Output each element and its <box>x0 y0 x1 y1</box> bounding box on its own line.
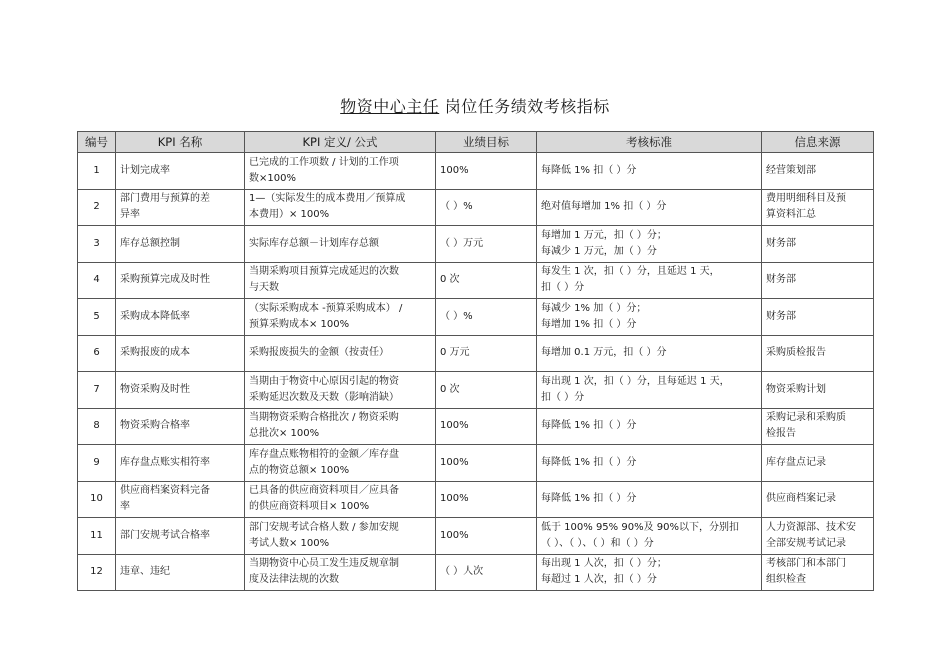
cell-kpi-definition: 已具备的供应商资料项目／应具备 的供应商资料项目× 100% <box>245 481 436 518</box>
cell-standard: 每增加 1 万元，扣（ ）分； 每减少 1 万元，加（ ）分 <box>537 226 762 263</box>
cell-kpi-name: 库存盘点账实相符率 <box>116 445 245 482</box>
cell-kpi-definition: 库存盘点账物相符的金额／库存盘 点的物资总额× 100% <box>245 445 436 482</box>
cell-kpi-name: 物资采购合格率 <box>116 408 245 445</box>
cell-target: （ ）% <box>436 189 537 226</box>
cell-kpi-definition: 部门安规考试合格人数 / 参加安规 考试人数× 100% <box>245 518 436 555</box>
table-row <box>78 408 874 445</box>
cell-kpi-name: 采购成本降低率 <box>116 299 245 336</box>
cell-target: 100% <box>436 153 537 190</box>
cell-no: 9 <box>78 445 116 482</box>
cell-kpi-definition: 已完成的工作项数 / 计划的工作项 数×100% <box>245 153 436 190</box>
cell-kpi-definition: （实际采购成本 -预算采购成本） / 预算采购成本× 100% <box>245 299 436 336</box>
cell-kpi-name: 物资采购及时性 <box>116 372 245 409</box>
cell-kpi-name: 计划完成率 <box>116 153 245 190</box>
cell-target: 0 次 <box>436 372 537 409</box>
cell-source: 费用明细科目及预 算资料汇总 <box>762 189 874 226</box>
cell-standard: 低于 100% 95% 90%及 90%以下，分别扣 （ ）、（ ）、（ ）和（ ）分 <box>537 518 762 555</box>
table-row <box>78 335 874 372</box>
table-row <box>78 518 874 555</box>
cell-kpi-definition: 实际库存总额－计划库存总额 <box>245 226 436 263</box>
header-row <box>78 132 874 153</box>
cell-standard: 每增加 0.1 万元，扣（ ）分 <box>537 335 762 372</box>
cell-target: （ ）% <box>436 299 537 336</box>
cell-kpi-definition: 当期物资采购合格批次 / 物资采购 总批次× 100% <box>245 408 436 445</box>
table-row <box>78 372 874 409</box>
table-row <box>78 153 874 190</box>
cell-standard: 每降低 1% 扣（ ）分 <box>537 408 762 445</box>
cell-standard: 绝对值每增加 1% 扣（ ）分 <box>537 189 762 226</box>
cell-target: 0 万元 <box>436 335 537 372</box>
cell-kpi-name: 部门费用与预算的差 异率 <box>116 189 245 226</box>
cell-standard: 每出现 1 人次，扣（ ）分； 每超过 1 人次，扣（ ）分 <box>537 554 762 591</box>
cell-kpi-definition: 采购报废损失的金额（按责任） <box>245 335 436 372</box>
header-target: 业绩目标 <box>436 132 537 153</box>
header-source: 信息来源 <box>762 132 874 153</box>
cell-no: 10 <box>78 481 116 518</box>
cell-kpi-name: 采购报废的成本 <box>116 335 245 372</box>
cell-no: 8 <box>78 408 116 445</box>
cell-no: 6 <box>78 335 116 372</box>
cell-kpi-name: 采购预算完成及时性 <box>116 262 245 299</box>
table-row <box>78 481 874 518</box>
cell-target: 100% <box>436 445 537 482</box>
cell-target: （ ）万元 <box>436 226 537 263</box>
cell-source: 供应商档案记录 <box>762 481 874 518</box>
table-row <box>78 554 874 591</box>
cell-kpi-definition: 当期物资中心员工发生违反规章制 度及法律法规的次数 <box>245 554 436 591</box>
title-suffix: 岗位任务绩效考核指标 <box>444 97 610 116</box>
header-kpi-definition: KPI 定义/ 公式 <box>245 132 436 153</box>
header-no: 编号 <box>78 132 116 153</box>
cell-standard: 每降低 1% 扣（ ）分 <box>537 153 762 190</box>
header-kpi-name: KPI 名称 <box>116 132 245 153</box>
cell-source: 财务部 <box>762 299 874 336</box>
cell-no: 5 <box>78 299 116 336</box>
page-title <box>0 94 950 117</box>
cell-kpi-definition: 当期采购项目预算完成延迟的次数 与天数 <box>245 262 436 299</box>
cell-no: 2 <box>78 189 116 226</box>
kpi-table <box>77 131 874 591</box>
cell-source: 物资采购计划 <box>762 372 874 409</box>
cell-no: 11 <box>78 518 116 555</box>
table-row <box>78 262 874 299</box>
cell-kpi-name: 违章、违纪 <box>116 554 245 591</box>
cell-no: 7 <box>78 372 116 409</box>
cell-standard: 每出现 1 次，扣（ ）分，且每延迟 1 天， 扣（ ）分 <box>537 372 762 409</box>
cell-no: 3 <box>78 226 116 263</box>
table-row <box>78 226 874 263</box>
cell-source: 财务部 <box>762 226 874 263</box>
cell-target: （ ）人次 <box>436 554 537 591</box>
cell-target: 0 次 <box>436 262 537 299</box>
cell-standard: 每发生 1 次，扣（ ）分，且延迟 1 天， 扣（ ）分 <box>537 262 762 299</box>
cell-kpi-name: 供应商档案资料完备 率 <box>116 481 245 518</box>
cell-no: 12 <box>78 554 116 591</box>
cell-kpi-name: 部门安规考试合格率 <box>116 518 245 555</box>
cell-standard: 每降低 1% 扣（ ）分 <box>537 481 762 518</box>
table-row <box>78 299 874 336</box>
cell-source: 采购记录和采购质 检报告 <box>762 408 874 445</box>
cell-no: 1 <box>78 153 116 190</box>
cell-kpi-name: 库存总额控制 <box>116 226 245 263</box>
title-position: 物资中心主任 <box>340 97 440 116</box>
table-body <box>78 153 874 591</box>
cell-source: 库存盘点记录 <box>762 445 874 482</box>
cell-no: 4 <box>78 262 116 299</box>
cell-source: 人力资源部、技术安 全部安规考试记录 <box>762 518 874 555</box>
header-standard: 考核标准 <box>537 132 762 153</box>
cell-source: 考核部门和本部门 组织检查 <box>762 554 874 591</box>
cell-target: 100% <box>436 481 537 518</box>
table-row <box>78 189 874 226</box>
cell-kpi-definition: 当期由于物资中心原因引起的物资 采购延迟次数及天数（影响消缺） <box>245 372 436 409</box>
table-row <box>78 445 874 482</box>
cell-source: 采购质检报告 <box>762 335 874 372</box>
cell-kpi-definition: 1—（实际发生的成本费用／预算成 本费用）× 100% <box>245 189 436 226</box>
cell-source: 经营策划部 <box>762 153 874 190</box>
cell-source: 财务部 <box>762 262 874 299</box>
cell-target: 100% <box>436 408 537 445</box>
cell-standard: 每降低 1% 扣（ ）分 <box>537 445 762 482</box>
cell-target: 100% <box>436 518 537 555</box>
cell-standard: 每减少 1% 加（ ）分； 每增加 1% 扣（ ）分 <box>537 299 762 336</box>
